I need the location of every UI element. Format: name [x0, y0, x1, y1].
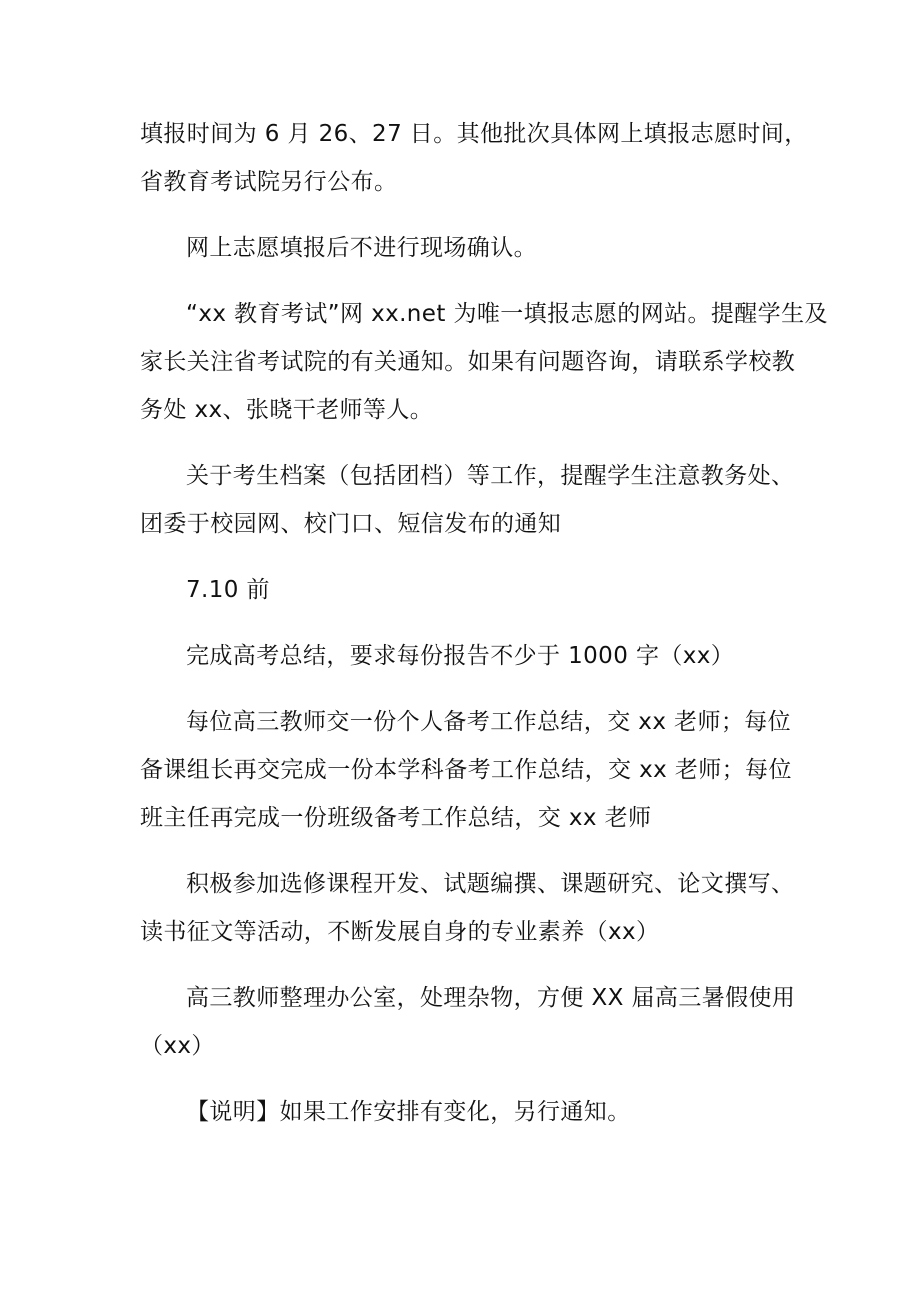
text-line: 省教育考试院另行公布。	[140, 169, 398, 195]
text-line: 填报时间为 6 月 26、27 日。其他批次具体网上填报志愿时间，	[140, 121, 808, 147]
text-line: 积极参加选修课程开发、试题编撰、课题研究、论文撰写、	[186, 871, 795, 897]
text-line: “xx 教育考试”网 xx.net 为唯一填报志愿的网站。提醒学生及	[186, 301, 828, 327]
text-line: 备课组长再交完成一份本学科备考工作总结，交 xx 老师；每位	[140, 757, 792, 783]
text-line: 网上志愿填报后不进行现场确认。	[186, 235, 537, 261]
text-line: 完成高考总结，要求每份报告不少于 1000 字（xx）	[186, 643, 735, 669]
text-line: 7.10 前	[186, 577, 270, 603]
text-line: 家长关注省考试院的有关通知。如果有问题咨询，请联系学校教	[140, 349, 796, 375]
text-line: 读书征文等活动，不断发展自身的专业素养（xx）	[140, 919, 660, 945]
text-line: 班主任再完成一份班级备考工作总结，交 xx 老师	[140, 805, 652, 831]
text-line: 每位高三教师交一份个人备考工作总结，交 xx 老师；每位	[186, 709, 792, 735]
text-line: 高三教师整理办公室，处理杂物，方便 XX 届高三暑假使用	[186, 985, 796, 1011]
text-line: 务处 xx、张晓干老师等人。	[140, 397, 434, 423]
text-line: 【说明】如果工作安排有变化，另行通知。	[186, 1099, 631, 1125]
text-line: 关于考生档案（包括团档）等工作，提醒学生注意教务处、	[186, 463, 795, 489]
text-line: 团委于校园网、校门口、短信发布的通知	[140, 511, 562, 537]
text-line: （xx）	[140, 1033, 215, 1059]
